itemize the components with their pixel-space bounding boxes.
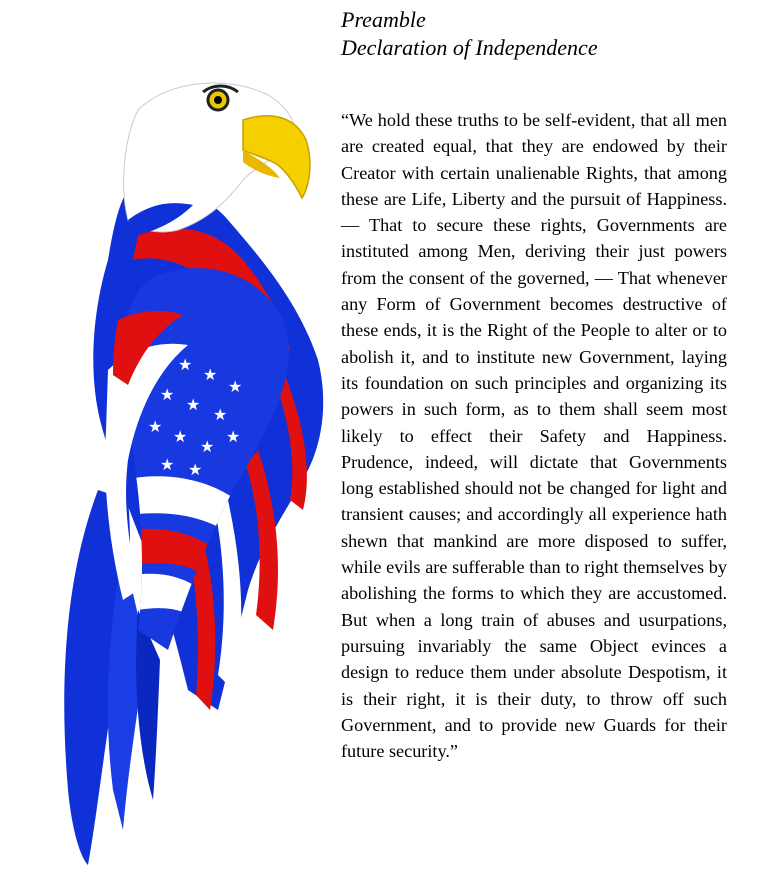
svg-text:★: ★ [148, 417, 163, 436]
svg-text:★: ★ [173, 427, 188, 446]
document-heading [341, 6, 761, 62]
svg-text:★: ★ [188, 460, 203, 479]
preamble-body-text: “We hold these truths to be self-evident, that all men are created equal, that they are endowed by their Creator with certain unalienable Rights, that among these are Life, Liberty and the pursuit of Happiness. — That to secure these rights, Governments are instituted among Men, deriving their just powers from the consent of the governed, — That whenever any Form of Government becomes destructive of these ends, it is the Right of the People to alter or to abolish it, and to institute new Government, laying its foundation on such principles and organizing its powers in such form, as to them shall seem most likely to effect their Safety and Happiness. Prudence, indeed, will dictate that Governments long established should not be changed for light and transient causes; and accordingly all experience hath shewn that mankind are more disposed to suffer, while evils are sufferable than to right themselves by abolishing the forms to which they are accustomed. But when a long train of abuses and usurpations, pursuing invariably the same Object evinces a design to reduce them under absolute Despotism, it is their right, it is their duty, to throw off such Government, and to provide new Guards for their future security.” [341, 110, 727, 762]
preamble-title: Preamble [341, 7, 426, 32]
svg-text:★: ★ [226, 427, 241, 446]
svg-text:★: ★ [178, 355, 193, 374]
svg-text:★: ★ [160, 455, 175, 474]
svg-text:★: ★ [160, 385, 175, 404]
svg-text:★: ★ [228, 377, 243, 396]
declaration-title: Declaration of Independence [341, 35, 598, 60]
american-flag-eagle-illustration [28, 70, 338, 870]
svg-text:★: ★ [203, 365, 218, 384]
svg-text:★: ★ [213, 405, 228, 424]
svg-text:★: ★ [200, 437, 215, 456]
svg-text:★: ★ [186, 395, 201, 414]
